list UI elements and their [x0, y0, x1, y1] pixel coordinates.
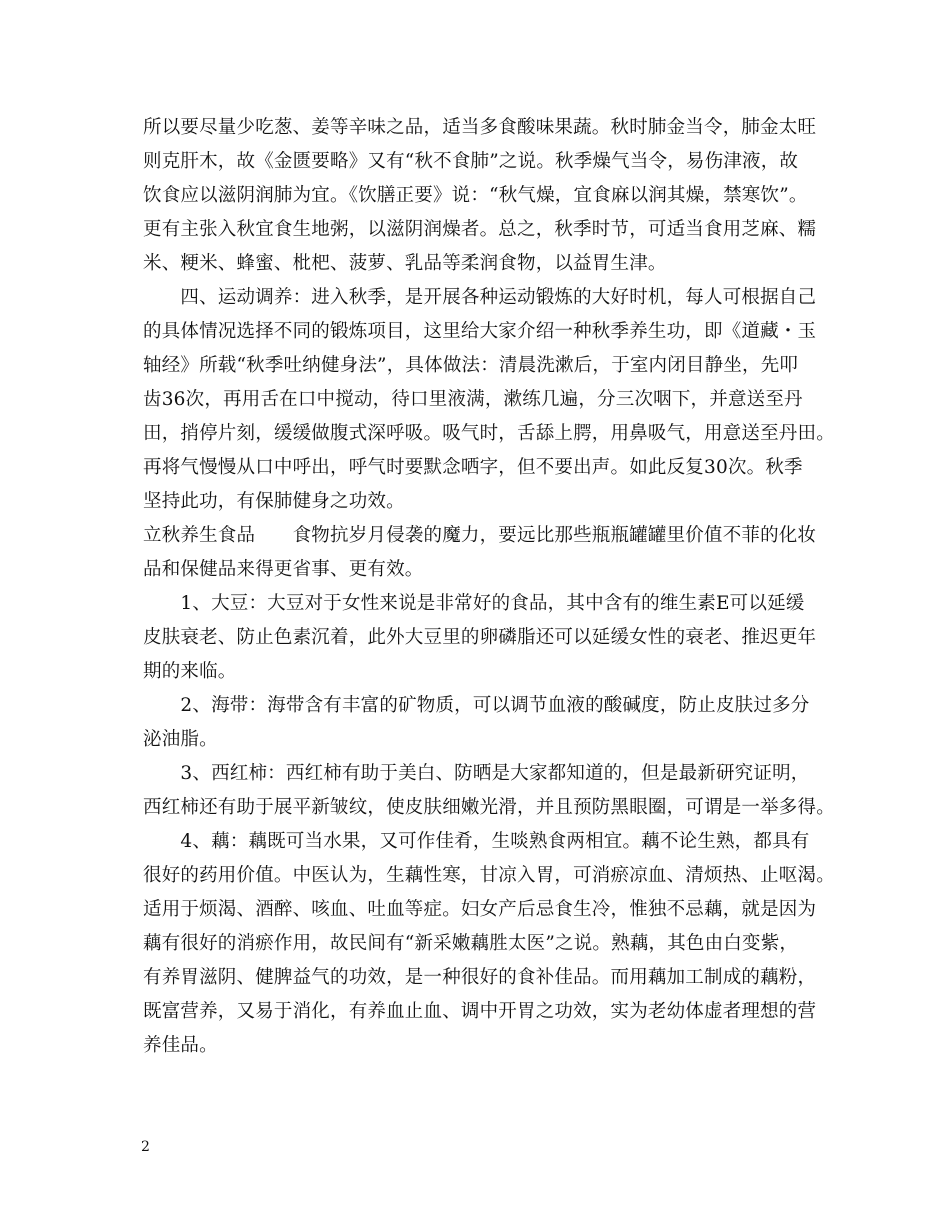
text-line: 米、粳米、蜂蜜、枇杷、菠萝、乳品等柔润食物，以益胃生津。 [143, 253, 667, 274]
text-line: 齿36次，再用舌在口中搅动，待口里液满，漱练几遍，分三次咽下，并意送至丹 [143, 389, 803, 410]
text-line: 2、海带：海带含有丰富的矿物质，可以调节血液的酸碱度，防止皮肤过多分 [143, 695, 810, 716]
text-line: 田，捎停片刻，缓缓做腹式深呼吸。吸气时，舌舔上腭，用鼻吸气，用意送至丹田。 [143, 423, 835, 444]
text-line: 则克肝木，故《金匮要略》又有“秋不食肺”之说。秋季燥气当令，易伤津液，故 [143, 151, 799, 172]
text-line: 品和保健品来得更省事、更有效。 [143, 559, 424, 580]
text-line: 期的来临。 [143, 661, 237, 682]
text-line: 立秋养生食品 食物抗岁月侵袭的魔力，要远比那些瓶瓶罐罐里价值不菲的化妆 [143, 525, 817, 546]
text-line: 皮肤衰老、防止色素沉着，此外大豆里的卵磷脂还可以延缓女性的衰老、推迟更年 [143, 627, 817, 648]
text-line: 有养胃滋阴、健脾益气的功效，是一种很好的食补佳品。而用藕加工制成的藕粉， [143, 967, 817, 988]
text-line: 再将气慢慢从口中呼出，呼气时要默念哂字，但不要出声。如此反复30次。秋季 [143, 457, 803, 478]
page-number: 2 [141, 1139, 150, 1155]
text-line: 轴经》所载“秋季吐纳健身法”，具体做法：清晨洗漱后，于室内闭目静坐，先叩 [143, 355, 799, 376]
text-line: 饮食应以滋阴润肺为宜。《饮膳正要》说：“秋气燥，宜食麻以润其燥，禁寒饮”。 [143, 185, 808, 206]
text-line: 适用于烦渴、酒醉、咳血、吐血等症。妇女产后忌食生冷，惟独不忌藕，就是因为 [143, 899, 817, 920]
text-line: 西红柿还有助于展平新皱纹，使皮肤细嫩光滑，并且预防黑眼圈，可谓是一举多得。 [143, 797, 835, 818]
text-line: 藕有很好的消瘀作用，故民间有“新采嫩藕胜太医”之说。熟藕，其色由白变紫， [143, 933, 799, 954]
text-line: 更有主张入秋宜食生地粥，以滋阴润燥者。总之，秋季时节，可适当食用芝麻、糯 [143, 219, 817, 240]
text-line: 养佳品。 [143, 1035, 218, 1056]
text-line: 4、藕：藕既可当水果，又可作佳肴，生啖熟食两相宜。藕不论生熟，都具有 [143, 831, 810, 852]
text-line: 很好的药用价值。中医认为，生藕性寒，甘凉入胃，可消瘀凉血、清烦热、止呕渴。 [143, 865, 835, 886]
text-line: 3、西红柿：西红柿有助于美白、防晒是大家都知道的，但是最新研究证明， [143, 763, 810, 784]
text-line: 四、运动调养：进入秋季，是开展各种运动锻炼的大好时机，每人可根据自己 [143, 287, 817, 308]
text-line: 既富营养，又易于消化，有养血止血、调中开胃之功效，实为老幼体虚者理想的营 [143, 1001, 817, 1022]
text-line: 1、大豆：大豆对于女性来说是非常好的食品，其中含有的维生素E可以延缓 [143, 593, 805, 614]
text-line: 泌油脂。 [143, 729, 218, 750]
text-line: 坚持此功，有保肺健身之功效。 [143, 491, 405, 512]
text-line: 所以要尽量少吃葱、姜等辛味之品，适当多食酸味果蔬。秋时肺金当令，肺金太旺 [143, 117, 817, 138]
text-line: 的具体情况选择不同的锻炼项目，这里给大家介绍一种秋季养生功，即《道藏・玉 [143, 321, 817, 342]
